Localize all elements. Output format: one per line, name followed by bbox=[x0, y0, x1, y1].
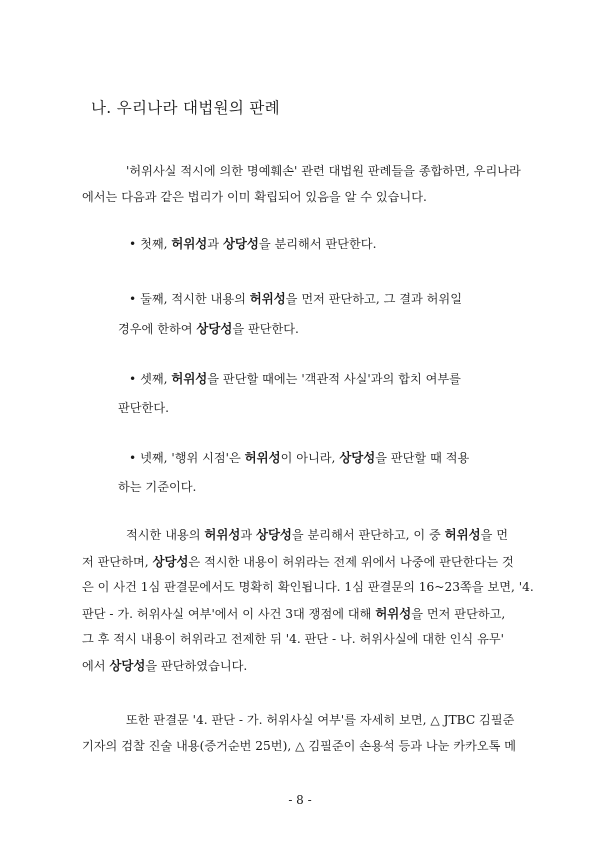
bold-term: 허위성 bbox=[375, 605, 412, 621]
bullet-text: • 셋째, bbox=[129, 372, 172, 386]
bullet-item-1 bbox=[129, 229, 519, 259]
body-text: 판단 - 가. 허위사실 여부'에서 이 사건 3대 쟁점에 대해 bbox=[82, 606, 376, 621]
bold-term: 허위성 bbox=[249, 291, 286, 306]
bullet-text: 을 판단할 때에는 '객관적 사실'과의 합치 여부를 bbox=[207, 372, 461, 386]
bold-term: 허위성 bbox=[171, 371, 208, 386]
bold-term: 허위성 bbox=[444, 527, 481, 542]
bullet-text: 을 분리해서 판단한다. bbox=[258, 237, 377, 251]
bullet-text: 경우에 한하여 bbox=[118, 322, 197, 336]
body-text: 또한 판결문 '4. 판단 - 가. 허위사실 여부'를 자세히 보면, △ JTBC 김필준 bbox=[126, 713, 515, 727]
bold-term: 허위성 bbox=[171, 236, 208, 251]
page-number: - 8 - bbox=[288, 793, 312, 807]
bold-term: 상당성 bbox=[196, 321, 233, 336]
bullet-text: • 넷째, '행위 시점'은 bbox=[129, 451, 245, 465]
bullet-text: 을 먼저 판단하고, 그 결과 허위일 bbox=[285, 292, 462, 306]
body-text: 에서 bbox=[82, 658, 110, 673]
bullet-text: 하는 기준이다. bbox=[118, 480, 197, 494]
body-text: 과 bbox=[240, 528, 256, 542]
bold-term: 상당성 bbox=[255, 527, 292, 542]
body-paragraph-2 bbox=[82, 522, 534, 679]
bullet-item-2 bbox=[118, 284, 519, 344]
bullet-text: 을 판단한다. bbox=[232, 322, 299, 336]
bullet-text: • 첫째, bbox=[129, 237, 172, 251]
intro-paragraph bbox=[82, 159, 522, 210]
bullet-item-3 bbox=[118, 364, 519, 423]
bold-term: 상당성 bbox=[109, 657, 146, 673]
body-text: 기자의 검찰 진술 내용(증거순번 25번), △ 김필준이 손용석 등과 나눈 카카오톡 메 bbox=[82, 738, 517, 753]
body-paragraph-3 bbox=[82, 708, 522, 759]
bullet-text: 을 판단할 때 적용 bbox=[375, 451, 470, 465]
bullet-item-4 bbox=[118, 443, 519, 502]
section-heading: 나. 우리나라 대법원의 판례 bbox=[91, 99, 280, 117]
bullet-text: 판단한다. bbox=[118, 401, 169, 415]
bold-term: 허위성 bbox=[244, 450, 281, 465]
bold-term: 상당성 bbox=[339, 450, 376, 465]
intro-line-1: '허위사실 적시에 의한 명예훼손' 관련 대법원 판례들을 종합하면, 우리나라 bbox=[126, 164, 521, 178]
body-text: 을 먼 bbox=[480, 528, 508, 542]
bullet-text: 이 아니라, bbox=[280, 451, 340, 465]
bold-term: 허위성 bbox=[204, 527, 241, 542]
bullet-text: • 둘째, 적시한 내용의 bbox=[129, 292, 250, 306]
body-text: 그 후 적시 내용이 허위라고 전제한 뒤 '4. 판단 - 나. 허위사실에 대한 인식 유무' bbox=[82, 632, 504, 646]
body-text: 을 분리해서 판단하고, 이 중 bbox=[291, 528, 445, 542]
body-text: 저 판단하며, bbox=[82, 554, 153, 569]
body-text: 을 먼저 판단하고, bbox=[411, 606, 506, 621]
bold-term: 상당성 bbox=[222, 236, 259, 251]
body-text: 을 판단하였습니다. bbox=[145, 658, 248, 673]
body-text: 은 적시한 내용이 허위라는 전제 위에서 나중에 판단한다는 것 bbox=[188, 554, 514, 569]
bold-term: 상당성 bbox=[152, 553, 189, 569]
body-text: 적시한 내용의 bbox=[126, 528, 205, 542]
body-text: 은 이 사건 1심 판결문에서도 명확히 확인됩니다. 1심 판결문의 16~23쪽을 보면, '4. bbox=[82, 580, 534, 594]
intro-line-2: 에서는 다음과 같은 법리가 이미 확립되어 있음을 알 수 있습니다. bbox=[82, 189, 427, 204]
bullet-text: 과 bbox=[207, 237, 223, 251]
